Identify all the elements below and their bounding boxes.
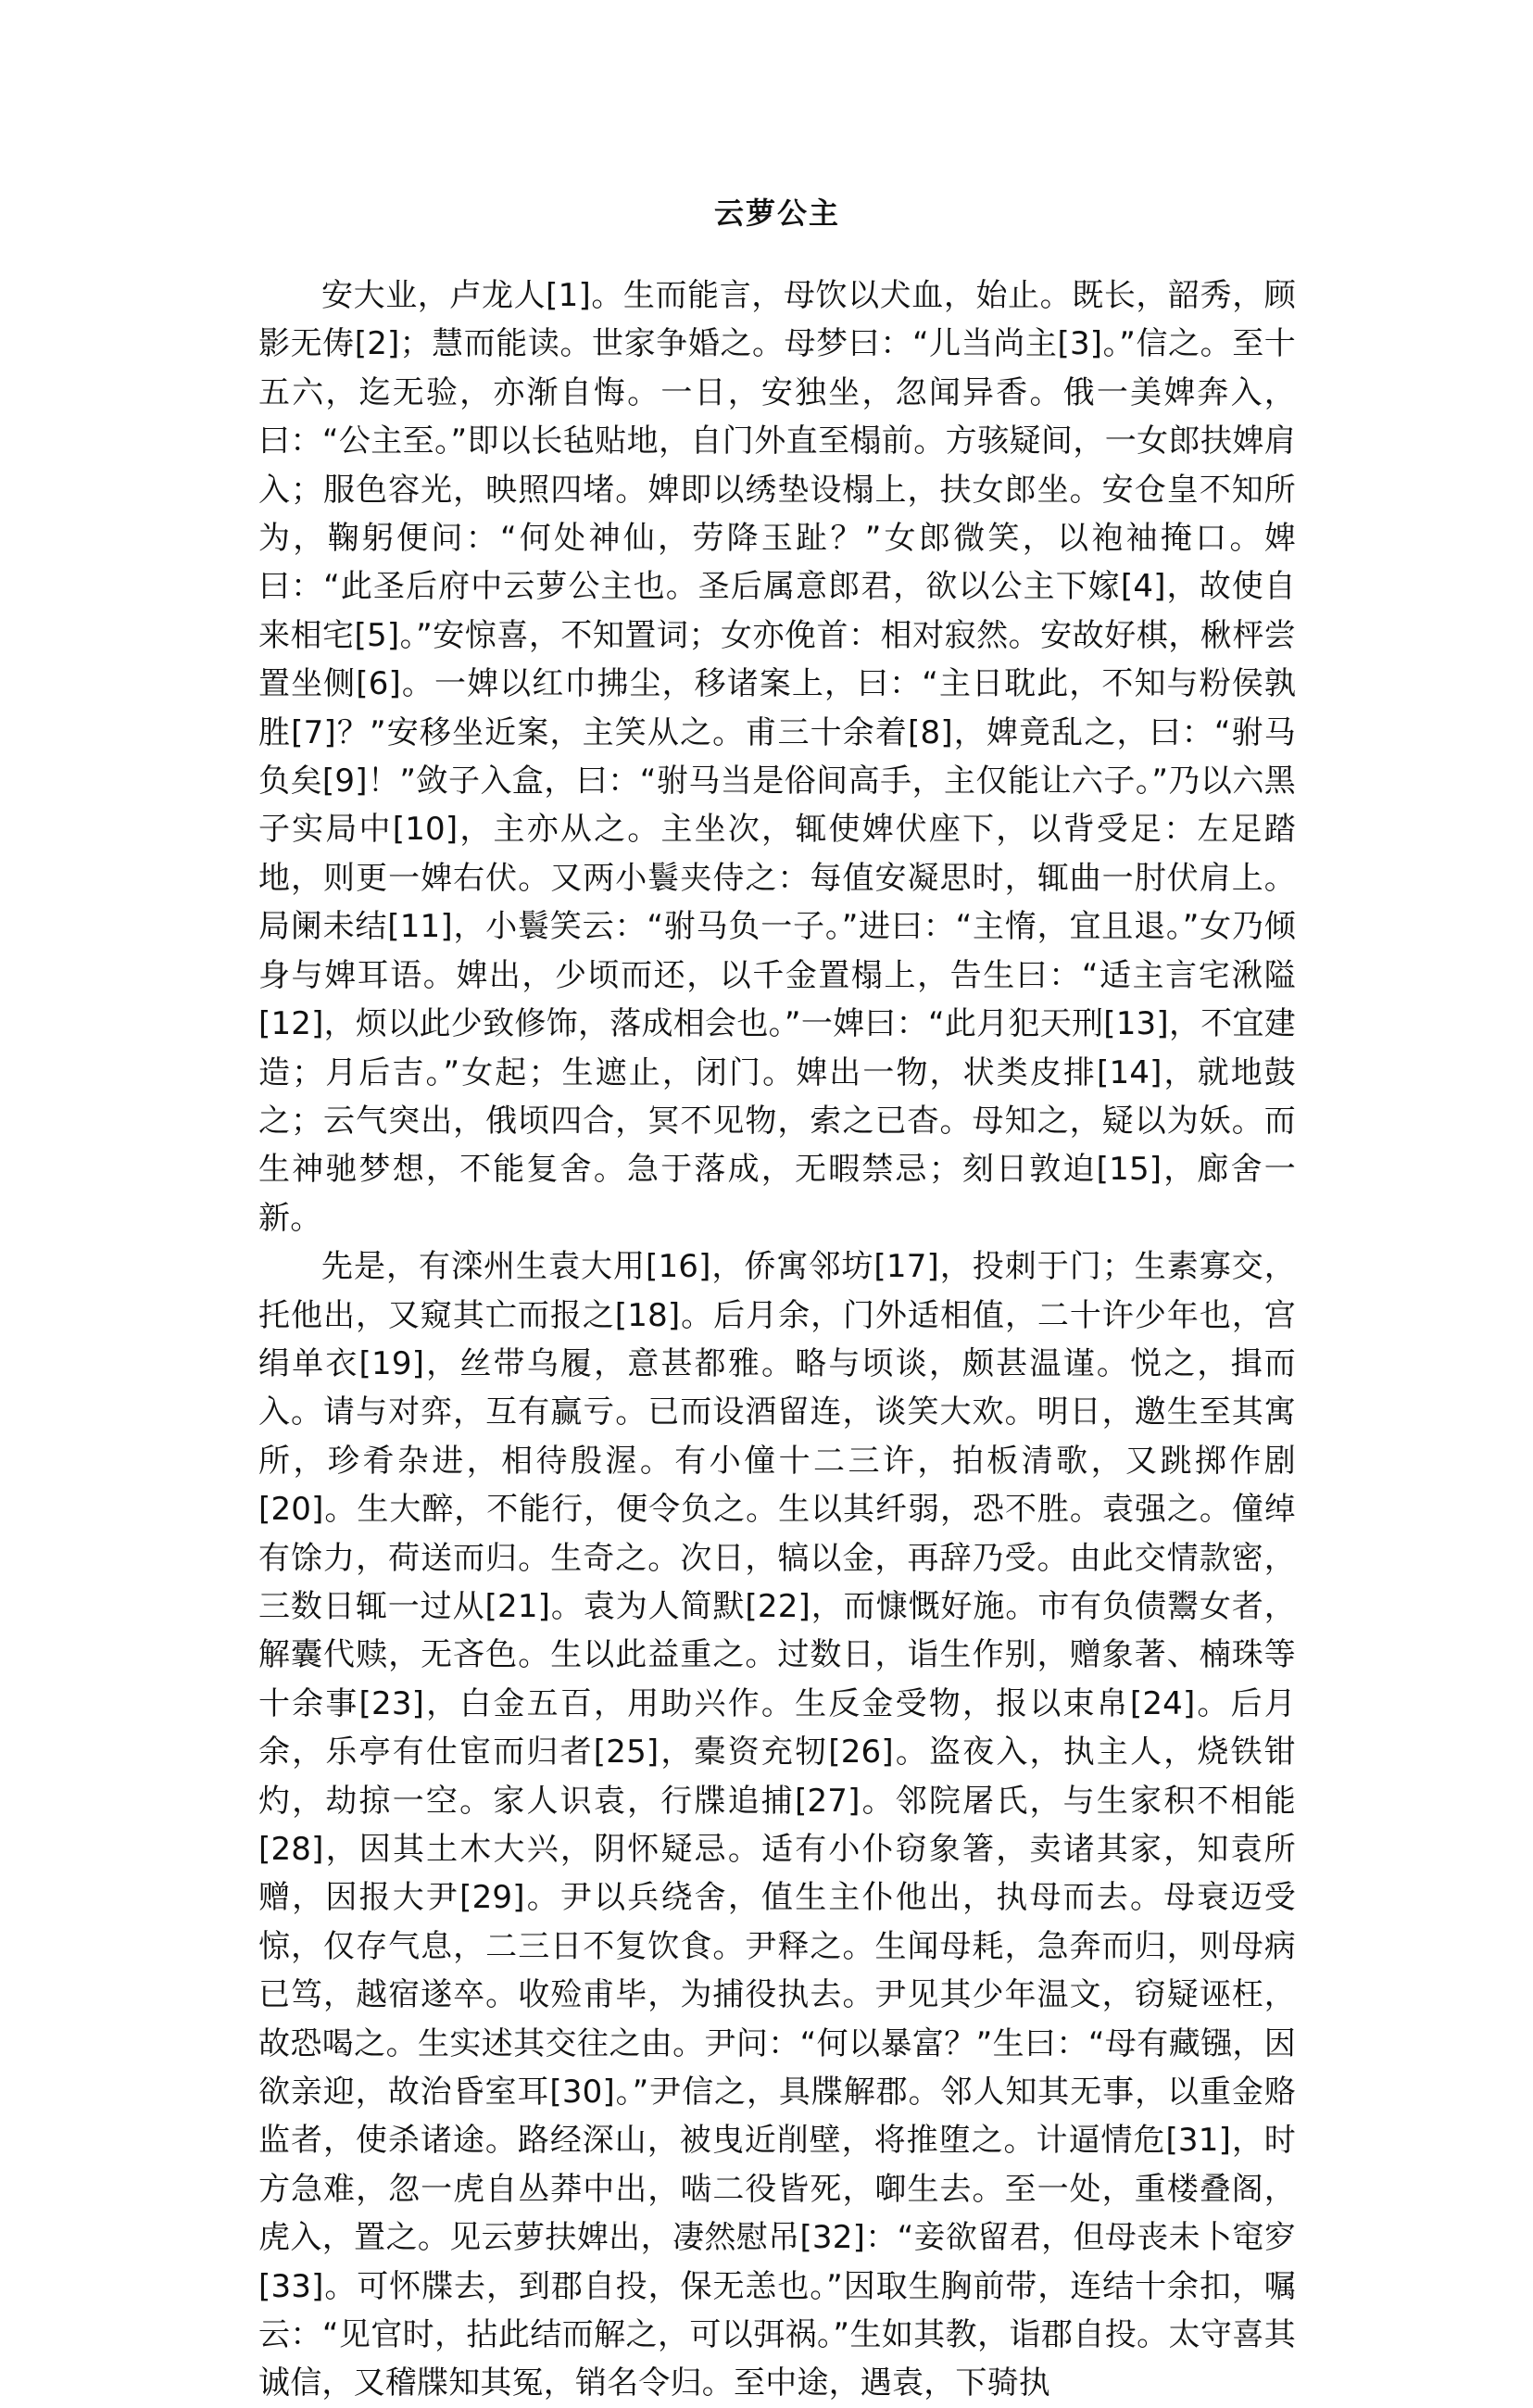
document-title: 云萝公主 <box>713 195 840 231</box>
document-page <box>258 190 1296 2408</box>
paragraph-1: 安大业，卢龙人[1]。生而能言，母饮以犬血，始止。既长，韶秀，顾影无俦[2]；慧而能读。世家争婚之。母梦曰：“儿当尚主[3]。”信之。至十五六，迄无验，亦渐自悔。一日，安独坐，忽闻异香。俄一美婢奔入，曰：“公主至。”即以长毡贴地，自门外直至榻前。方骇疑间，一女郎扶婢肩入；服色容光，映照四堵。婢即以绣垫设榻上，扶女郎坐。安仓皇不知所为，鞠躬便问：“何处神仙，劳降玉趾？”女郎微笑，以袍袖掩口。婢曰：“此圣后府中云萝公主也。圣后属意郎君，欲以公主下嫁[4]，故使自来相宅[5]。”安惊喜，不知置词；女亦俛首：相对寂然。安故好棋，楸枰尝置坐侧[6]。一婢以红巾拂尘，移诸案上，曰：“主日耽此，不知与粉侯孰胜[7]？”安移坐近案，主笑从之。甫三十余着[8]，婢竟乱之，曰：“驸马负矣[9]！”敛子入盒，曰：“驸马当是俗间高手，主仅能让六子。”乃以六黑子实局中[10]，主亦从之。主坐次，辄使婢伏座下，以背受足：左足踏地，则更一婢右伏。又两小鬟夹侍之：每值安凝思时，辄曲一肘伏肩上。局阑未结[11]，小鬟笑云：“驸马负一子。”进曰：“主惰，宜且退。”女乃倾身与婢耳语。婢出，少顷而还，以千金置榻上，告生曰：“适主言宅湫隘[12]，烦以此少致修饰，落成相会也。”一婢曰：“此月犯天刑[13]，不宜建造；月后吉。”女起；生遮止，闭门。婢出一物，状类皮排[14]，就地鼓之；云气突出，俄顷四合，冥不见物，索之已杳。母知之，疑以为妖。而生神驰梦想，不能复舍。急于落成，无暇禁忌；刻日敦迫[15]，廊舍一新。 <box>258 277 1296 1237</box>
paragraph-2: 先是，有滦州生袁大用[16]，侨寓邻坊[17]，投刺于门；生素寡交，托他出，又窥其亡而报之[18]。后月余，门外适相值，二十许少年也，宫绢单衣[19]，丝带乌履，意甚都雅。略与顷谈，颇甚温谨。悦之，揖而入。请与对弈，互有赢亏。已而设酒留连，谈笑大欢。明日，邀生至其寓所，珍肴杂进，相待殷渥。有小僮十二三许，拍板清歌，又跳掷作剧[20]。生大醉，不能行，便令负之。生以其纤弱，恐不胜。袁强之。僮绰有馀力，荷送而归。生奇之。次日，犒以金，再辞乃受。由此交情款密，三数日辄一过从[21]。袁为人简默[22]，而慷慨好施。市有负债鬻女者，解囊代赎，无吝色。生以此益重之。过数日，诣生作别，赠象著、楠珠等十余事[23]，白金五百，用助兴作。生反金受物，报以束帛[24]。后月余，乐亭有仕宦而归者[25]，橐资充牣[26]。盗夜入，执主人，烧铁钳灼，劫掠一空。家人识袁，行牒追捕[27]。邻院屠氏，与生家积不相能[28]，因其土木大兴，阴怀疑忌。适有小仆窃象箸，卖诸其家，知袁所赠，因报大尹[29]。尹以兵绕舍，值生主仆他出，执母而去。母衰迈受惊，仅存气息，二三日不复饮食。尹释之。生闻母耗，急奔而归，则母病已笃，越宿遂卒。收殓甫毕，为捕役执去。尹见其少年温文，窃疑诬枉，故恐喝之。生实述其交往之由。尹问：“何以暴富？”生曰：“母有藏镪，因欲亲迎，故治昏室耳[30]。”尹信之，具牒解郡。邻人知其无事，以重金赂监者，使杀诸途。路经深山，被曳近削壁，将推堕之。计逼情危[31]，时方急难，忽一虎自丛莽中出，啮二役皆死，啣生去。至一处，重楼叠阁，虎入，置之。见云萝扶婢出，凄然慰吊[32]：“妾欲留君，但母丧未卜窀穸[33]。可怀牒去，到郡自投，保无恙也。”因取生胸前带，连结十余扣，嘱云：“见官时，拈此结而解之，可以弭祸。”生如其教，诣郡自投。太守喜其诚信，又稽牒知其冤，销名令归。至中途，遇袁，下骑执 <box>258 1248 1296 2402</box>
